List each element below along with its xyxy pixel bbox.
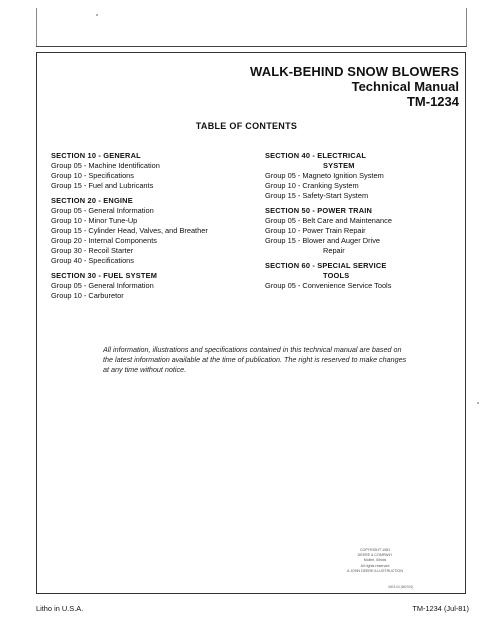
toc-item: Group 20 - Internal Components <box>51 236 157 245</box>
disclaimer-notice: All information, illustrations and specifications contained in this technical manual are based on the latest information available at the time of publication. The right is reserved to make changes at any time without notice. <box>103 345 407 374</box>
toc-item: Group 10 - Cranking System <box>265 181 359 190</box>
toc-item: Group 05 - General Information <box>51 281 154 290</box>
copyright-line: DEERE & COMPANY <box>357 553 393 558</box>
copyright-line: A JOHN DEERE ILLUSTRUCTION <box>347 568 403 573</box>
toc-item: Group 10 - Specifications <box>51 171 134 180</box>
toc-section <box>265 206 465 256</box>
toc-item: Group 05 - Machine Identification <box>51 161 160 170</box>
section-title: SECTION 60 - SPECIAL SERVICE <box>265 261 387 270</box>
toc-item-continued: Repair <box>323 246 345 255</box>
toc-heading: TABLE OF CONTENTS <box>195 121 298 131</box>
copyright-block <box>315 548 435 574</box>
toc-item: Group 15 - Safety-Start System <box>265 191 369 200</box>
top-rule <box>36 46 467 47</box>
toc-section <box>51 271 251 301</box>
footer-manual-date: TM-1234 (Jul-81) <box>412 604 469 613</box>
toc-item: Group 15 - Blower and Auger Drive <box>265 236 381 245</box>
toc-item: Group 15 - Cylinder Head, Valves, and Breather <box>51 226 208 235</box>
manual-title: WALK-BEHIND SNOW BLOWERS <box>250 64 459 79</box>
print-code: 4003-04 (Mt2001) <box>388 585 414 589</box>
copyright-line: COPYRIGHT 1981 <box>359 548 391 552</box>
toc-item: Group 15 - Fuel and Lubricants <box>51 181 154 190</box>
manual-type: Technical Manual <box>351 79 459 94</box>
toc-item: Group 40 - Specifications <box>51 256 134 265</box>
toc-section <box>51 151 251 191</box>
toc-section <box>51 196 251 266</box>
title-block <box>250 64 459 109</box>
section-title-continued: TOOLS <box>323 271 350 280</box>
top-left-margin-line <box>36 8 37 46</box>
section-title: SECTION 40 - ELECTRICAL <box>265 151 367 160</box>
toc-item: Group 10 - Carburetor <box>51 291 124 300</box>
section-title: SECTION 10 - GENERAL <box>51 151 141 160</box>
scan-speck <box>96 14 98 16</box>
toc-section <box>265 261 465 291</box>
scan-speck <box>477 402 479 404</box>
toc-item: Group 10 - Minor Tune-Up <box>51 216 138 225</box>
section-title-continued: SYSTEM <box>323 161 355 170</box>
section-title: SECTION 50 - POWER TRAIN <box>265 206 373 215</box>
page-frame <box>36 52 466 594</box>
toc-item: Group 05 - Magneto Ignition System <box>265 171 384 180</box>
top-right-margin-line <box>466 8 467 46</box>
toc-item: Group 05 - Convenience Service Tools <box>265 281 392 290</box>
section-title: SECTION 20 - ENGINE <box>51 196 133 205</box>
copyright-line: Moline, Illinois <box>363 558 387 563</box>
toc-left-column <box>51 151 251 306</box>
copyright-line: All rights reserved <box>360 563 390 568</box>
toc-section <box>265 151 465 201</box>
toc-item: Group 05 - General Information <box>51 206 154 215</box>
toc-right-column <box>265 151 465 296</box>
manual-number: TM-1234 <box>406 94 459 109</box>
toc-item: Group 05 - Belt Care and Maintenance <box>265 216 392 225</box>
toc-item: Group 10 - Power Train Repair <box>265 226 366 235</box>
footer-litho: Litho in U.S.A. <box>36 604 84 613</box>
toc-item: Group 30 - Recoil Starter <box>51 246 134 255</box>
section-title: SECTION 30 - FUEL SYSTEM <box>51 271 158 280</box>
